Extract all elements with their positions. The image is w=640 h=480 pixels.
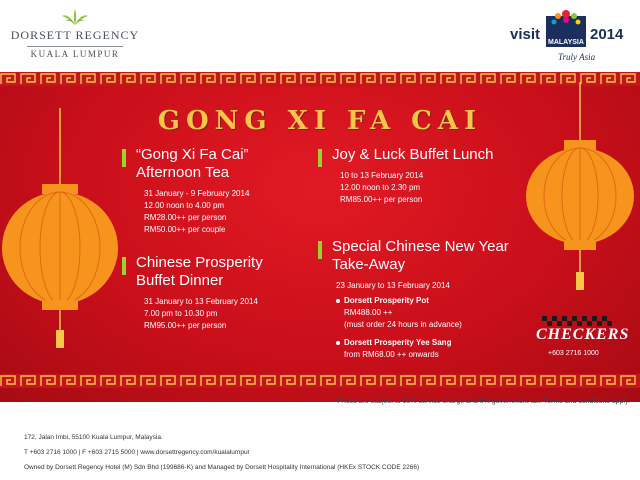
takeaway-details <box>318 280 528 361</box>
takeaway-date: 23 January to 13 February 2014 <box>336 281 450 290</box>
buffet-dinner-price: RM95.00++ per person <box>144 321 227 330</box>
lantern-right-icon <box>520 82 640 312</box>
visit-malaysia-logo <box>492 6 632 66</box>
buffet-lunch-details <box>318 170 528 206</box>
takeaway-title-line2: Take-Away <box>332 256 406 273</box>
takeaway-title-line1: Special Chinese New Year <box>332 238 509 255</box>
bottom-key-border <box>0 374 640 388</box>
section-afternoon-tea <box>122 146 312 236</box>
takeaway-item2-price: from RM68.00 ++ onwards <box>344 350 439 359</box>
buffet-lunch-date: 10 to 13 February 2014 <box>340 171 424 180</box>
bullet-icon <box>336 299 340 303</box>
buffet-dinner-title-line1: Chinese Prosperity <box>136 254 263 271</box>
buffet-lunch-title: Joy & Luck Buffet Lunch <box>332 146 494 163</box>
afternoon-tea-title-line2: Afternoon Tea <box>136 164 230 181</box>
checkered-flag-icon <box>542 316 612 326</box>
visit-country: MALAYSIA <box>548 39 584 46</box>
visit-word: visit <box>510 26 541 43</box>
hotel-city: KUALA LUMPUR <box>30 49 120 59</box>
buffet-lunch-time: 12.00 noon to 2.30 pm <box>340 183 421 192</box>
visit-tagline: Truly Asia <box>558 52 596 62</box>
section-accent-bar <box>122 257 126 275</box>
footer-owner: Owned by Dorsett Regency Hotel (M) Sdn Bhd (199686-K) and Managed by Dorsett Hospitality International (HKEx STOCK CODE 2266) <box>24 464 420 471</box>
afternoon-tea-time: 12.00 noon to 4.00 pm <box>144 201 225 210</box>
buffet-lunch-price: RM85.00++ per person <box>340 195 423 204</box>
header-strip <box>0 0 640 72</box>
disclaimer-text: Prices are subject to 10% service charge and 6% government tax. Terms and conditions apply. <box>337 398 630 405</box>
checkers-logo <box>530 316 630 360</box>
afternoon-tea-title-line1: “Gong Xi Fa Cai” <box>136 146 249 163</box>
takeaway-item1-name: Dorsett Prosperity Pot <box>344 296 429 305</box>
buffet-dinner-time: 7.00 pm to 10.30 pm <box>144 309 218 318</box>
dorsett-logo <box>10 8 140 64</box>
buffet-dinner-date: 31 January to 13 February 2014 <box>144 297 258 306</box>
buffet-dinner-title-line2: Buffet Dinner <box>136 272 224 289</box>
page-title: GONG XI FA CAI <box>157 106 483 136</box>
footer-contact: T +603 2716 1000 | F +603 2715 5000 | www.dorsettregency.com/kualalumpur <box>24 449 250 456</box>
afternoon-tea-price1: RM28.00++ per person <box>144 213 227 222</box>
section-accent-bar <box>318 149 322 167</box>
takeaway-item-yee-sang <box>336 337 528 361</box>
afternoon-tea-date: 31 January - 9 February 2014 <box>144 189 250 198</box>
afternoon-tea-price2: RM50.00++ per couple <box>144 225 226 234</box>
footer <box>24 430 419 475</box>
hotel-name: DORSETT REGENCY <box>10 28 140 42</box>
section-accent-bar <box>318 241 322 259</box>
bullet-icon <box>336 341 340 345</box>
visit-year: 2014 <box>590 26 624 43</box>
lantern-left-icon <box>0 108 120 348</box>
afternoon-tea-details <box>122 188 312 236</box>
takeaway-item1-price: RM488.00 ++ <box>344 308 393 317</box>
buffet-dinner-details <box>122 296 312 332</box>
takeaway-item-pot <box>336 295 528 331</box>
takeaway-item1-note: (must order 24 hours in advance) <box>344 320 462 329</box>
logo-divider <box>27 46 123 47</box>
checkers-name: CHECKERS <box>536 326 630 343</box>
promo-panel <box>0 72 640 402</box>
section-buffet-lunch <box>318 146 528 206</box>
takeaway-item2-name: Dorsett Prosperity Yee Sang <box>344 338 452 347</box>
section-takeaway <box>318 238 528 361</box>
leaf-logo-icon <box>60 8 90 26</box>
footer-address: 172, Jalan Imbi, 55100 Kuala Lumpur, Malaysia. <box>24 434 163 441</box>
section-accent-bar <box>122 149 126 167</box>
checkers-phone: +603 2716 1000 <box>548 350 599 357</box>
section-buffet-dinner <box>122 254 312 332</box>
